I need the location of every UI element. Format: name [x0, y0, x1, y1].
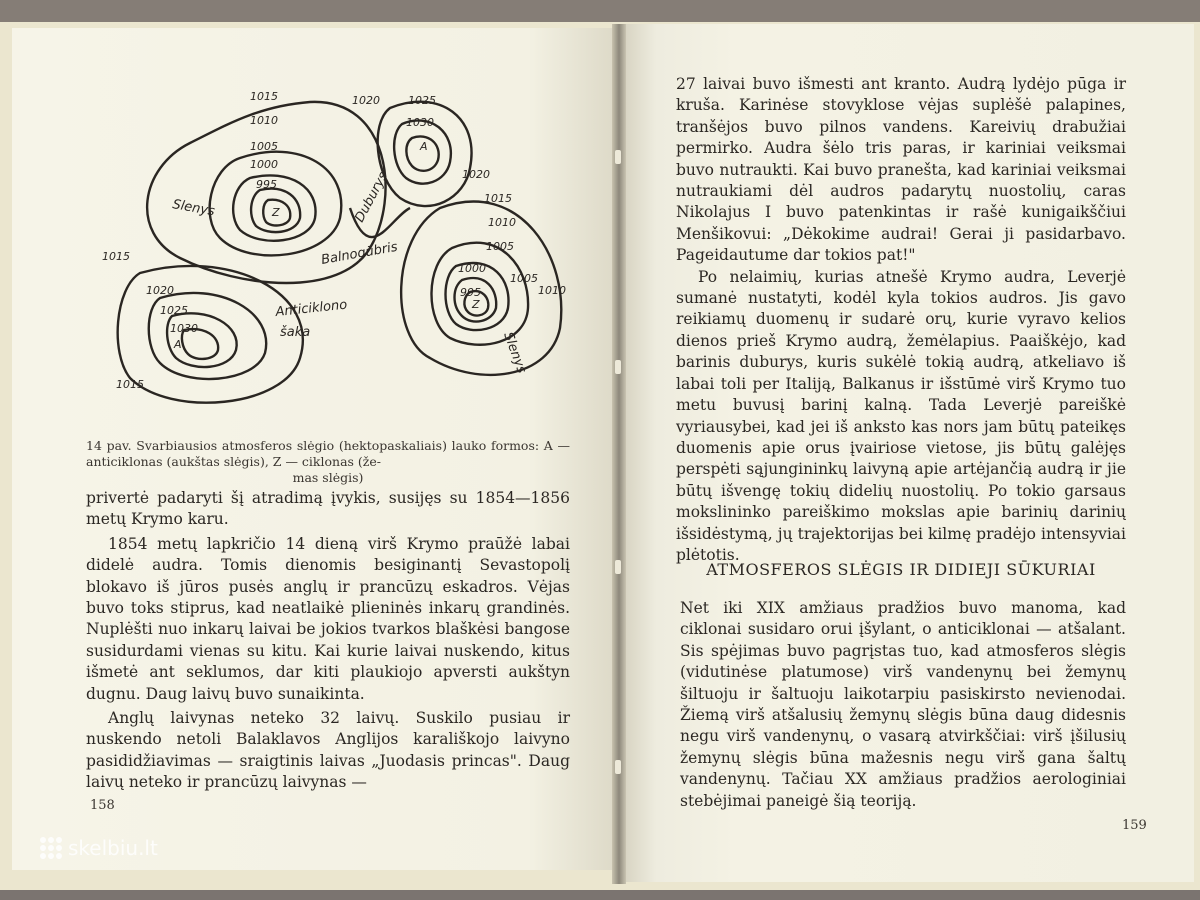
right-body-text [676, 74, 1126, 566]
paragraph: 27 laivai buvo išmesti ant kranto. Audrą lydėjo pūga ir kruša. Karinėse stovyklose vėjas suplėšė palapines, tranšėjos buvo pilnos vandens. Kareivių drabužiai permirko. Audra šėlo tris paras, ir kariniai veiksmai buvo nutraukti. Kai buvo pranešta, kad kariniai veiksmai nutraukiami dėl audros padarytų nuostolių, caras Nikolajus I buvo patenkintas ir rašė kunigaikščiui Menšikovui: „Dėkokime audrai! Gerai ji pasidarbavo. Pageidautume dar tokios pat!" [676, 75, 1126, 265]
region-label: Duburys [352, 169, 392, 225]
contour-label: 1025 [160, 304, 188, 317]
contour-label: 1020 [462, 168, 490, 181]
contour-label: 1015 [116, 378, 144, 391]
binding-stitch [615, 560, 621, 574]
contour-label: 1015 [484, 192, 512, 205]
figure-caption [86, 438, 570, 486]
paragraph: Anglų laivynas neteko 32 laivų. Suskilo pusiau ir nuskendo netoli Balaklavos Anglijos karališkojo laivyno pasididžiavimas — sraigtinis laivas „Juodasis princas". Daug laivų neteko ir prancūzų laivynas — [86, 709, 570, 792]
region-label: šaka [280, 325, 311, 340]
page-number-right: 159 [1122, 818, 1147, 833]
contour-label: 1020 [146, 284, 174, 297]
region-label: Slenys [171, 197, 216, 220]
caption-last-line: mas slėgis) [292, 470, 364, 485]
pressure-map-figure [100, 58, 580, 428]
region-label: Slenys [500, 330, 529, 376]
contour-label: 1005 [510, 272, 538, 285]
contour-label: 1030 [170, 322, 198, 335]
contour-label: 995 [460, 286, 481, 299]
watermark-text: skelbiu.lt [68, 836, 158, 860]
anticyclone-marker: A [174, 338, 182, 351]
right-body-text-section [680, 598, 1126, 812]
contour-label: 1010 [250, 114, 278, 127]
contour-label: 1000 [458, 262, 486, 275]
contour-label: 1005 [250, 140, 278, 153]
region-label: Anticiklono [274, 297, 348, 320]
contour-label: 1020 [352, 94, 380, 107]
contour-label: 1025 [408, 94, 436, 107]
cyclone-marker: Z [272, 206, 280, 219]
paragraph: privertė padaryti šį atradimą įvykis, susijęs su 1854—1856 metų Krymo karu. [86, 489, 570, 529]
anticyclone-marker: A [420, 140, 428, 153]
contour-label: 1015 [102, 250, 130, 263]
contour-label: 995 [256, 178, 277, 191]
cyclone-marker: Z [472, 298, 480, 311]
contour-label: 1000 [250, 158, 278, 171]
contour-label: 1015 [250, 90, 278, 103]
section-heading: ATMOSFEROS SLĖGIS IR DIDIEJI SŪKURIAI [706, 560, 1096, 579]
page-number-left: 158 [90, 798, 115, 813]
left-body-text [86, 488, 570, 794]
site-watermark [40, 836, 158, 860]
contour-label: 1005 [486, 240, 514, 253]
isobar-diagram [100, 58, 580, 428]
contour-label: 1030 [406, 116, 434, 129]
caption-text: 14 pav. Svarbiausios atmosferos slėgio (hektopaskaliais) lauko formos: A — anticiklonas (aukštas slėgis), Z — ciklonas (že- [86, 438, 570, 469]
paragraph: 1854 metų lapkričio 14 dieną virš Krymo praūžė labai didelė audra. Tomis dienomis besiginantį Sevastopolį blokavo iš jūros pusės anglų ir prancūzų eskadros. Vėjas buvo toks stiprus, kad neatlaikė plieninės inkarų grandinės. Nuplėšti nuo inkarų laivai be jokios tvarkos blaškėsi bangose susidurdami vienas su kitu. Kai kurie laivai nuskendo, kitus išmetė ant seklumos, dar kiti plaukiojo apversti aukštyn dugnu. Daug laivų buvo sunaikinta. [86, 534, 570, 703]
binding-stitch [615, 150, 621, 164]
binding-stitch [615, 760, 621, 774]
paragraph: Po nelaimių, kurias atnešė Krymo audra, Leverjė sumanė nustatyti, kodėl kyla tokios audros. Jis gavo reikiamų duomenų ir sudarė orų, kurie vyravo kelios dienos prieš Krymo audrą, žemėlapius. Paaiškėjo, kad barinis duburys, kuris sukėlė tokią audrą, atkeliavo iš labai toli per Italiją, Balkanus ir išstūmė virš Krymo tuo metu buvusį barinį kalną. Tada Leverjė pareiškė vyriausybei, kad jei iš anksto kas nors jam būtų pateikęs duomenis apie orus įvairiose vietose, jis būtų galėjęs perspėti sąjungininkų laivyną apie artėjančią audrą ir jie būtų išvengę tokių didelių nuostolių. Po tokio garsaus mokslininko pareiškimo mokslas apie barinių darinių išsidėstymą, jų trajektorijas bei kilmę pradėjo intensyviai plėtotis. [676, 267, 1126, 564]
contour-label: 1010 [538, 284, 566, 297]
paragraph: Net iki XIX amžiaus pradžios buvo manoma, kad ciklonai susidaro orui įšylant, o anticiklonai — atšalant. Sis spėjimas buvo pagrįstas tuo, kad atmosferos slėgis (vidutinėse platumose) virš vandenynų bei žemynų šiltuoju ir šaltuoju laikotarpiu pasiskirsto nevienodai. Žiemą virš atšalusių žemynų slėgis būna daug didesnis negu virš vandenynų, o vasarą atvirkščiai: virš įšilusių žemynų slėgis būna mažesnis negu virš gana šaltų vandenynų. Tačiau XX amžiaus pradžios aerologiniai stebėjimai paneigė šią teoriją. [680, 599, 1126, 810]
watermark-logo-icon [40, 837, 62, 859]
binding-stitch [615, 360, 621, 374]
region-label: Balnogūbris [320, 239, 399, 268]
contour-label: 1010 [488, 216, 516, 229]
